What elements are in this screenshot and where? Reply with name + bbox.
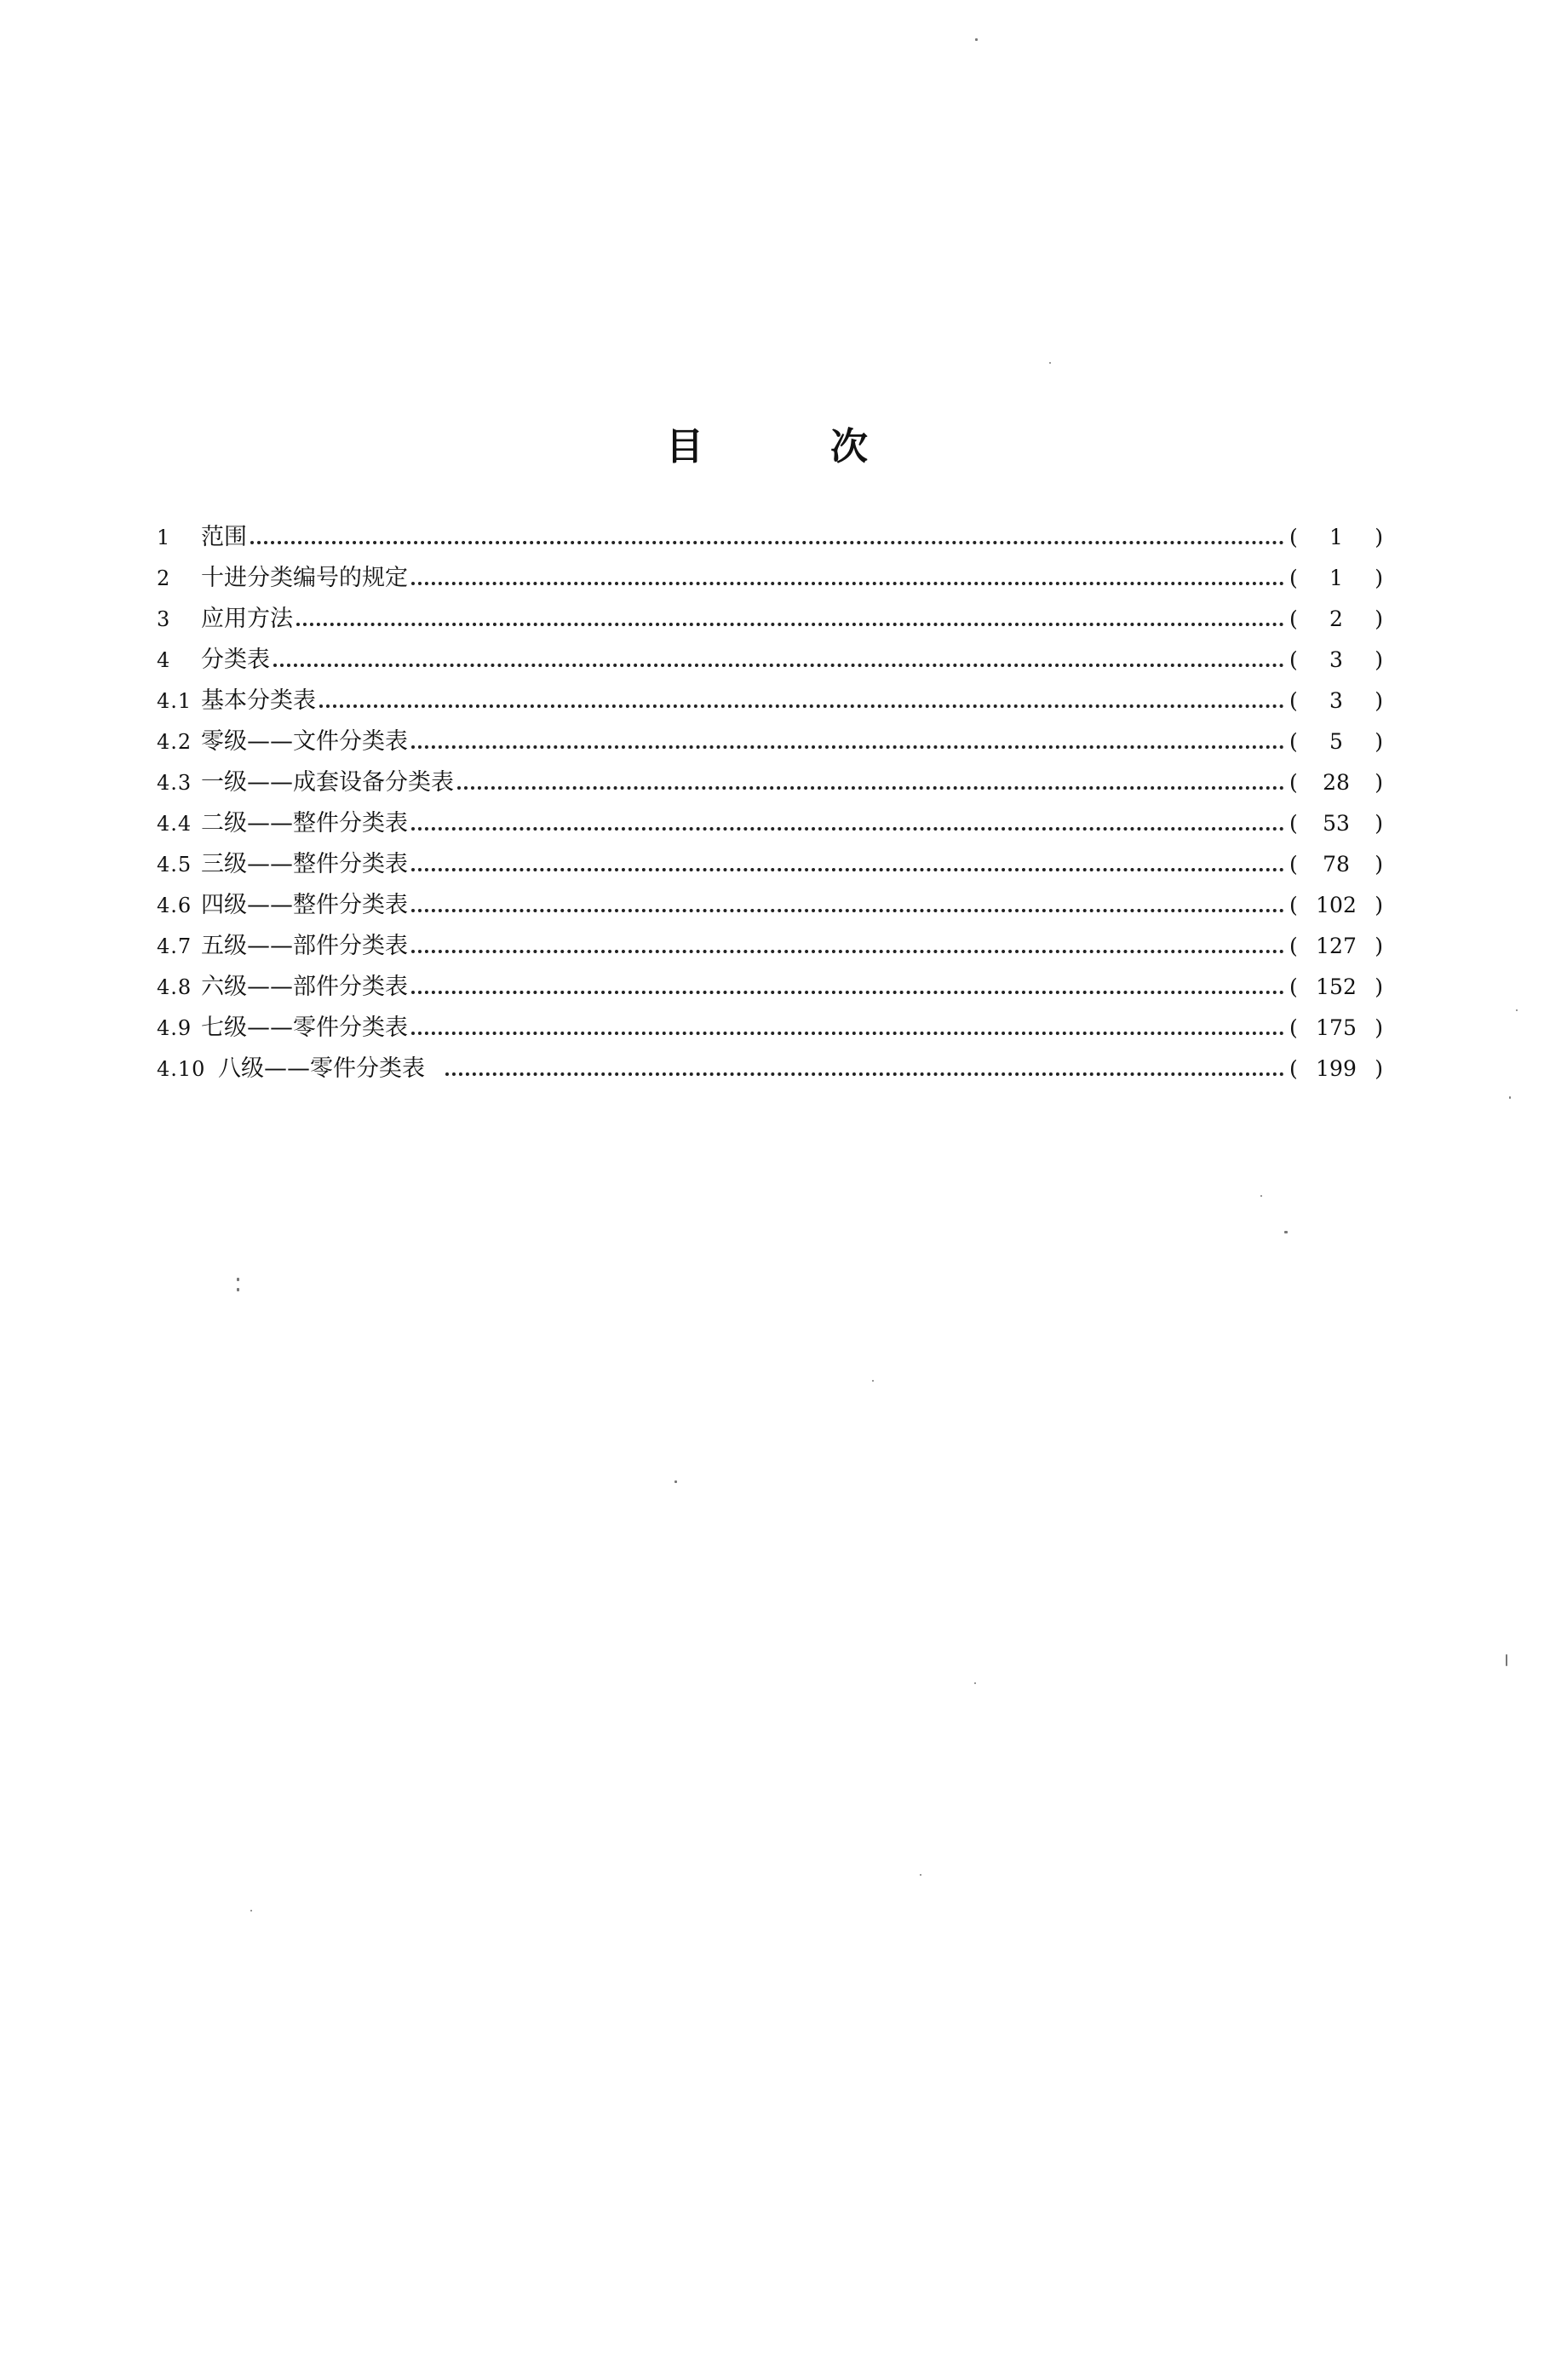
- toc-page-number: 5: [1329, 729, 1343, 754]
- toc-leader-dots: [411, 909, 1284, 912]
- toc-entry[interactable]: [157, 1043, 1383, 1084]
- toc-entry-page: ( 5 ): [1289, 727, 1383, 756]
- scan-speck: [1049, 362, 1051, 364]
- toc-title-char-1: 目: [666, 425, 703, 469]
- scan-speck: [974, 1682, 976, 1684]
- scan-speck: [872, 1380, 874, 1382]
- toc-entry-number: 4.1: [157, 689, 192, 713]
- toc-entry[interactable]: [157, 593, 1383, 634]
- toc-entry-number: 4.4: [157, 812, 192, 836]
- toc-page-number: 1: [1329, 566, 1343, 590]
- scan-speck: [250, 1910, 252, 1911]
- toc-entry-page: ( 3 ): [1289, 646, 1383, 675]
- toc-entry-label: 应用方法: [201, 606, 293, 632]
- toc-leader-dots: [319, 704, 1284, 708]
- toc-page-number: 78: [1323, 852, 1350, 877]
- toc-leader-dots: [445, 1072, 1284, 1076]
- toc-entry-label: 五级——部件分类表: [201, 933, 408, 959]
- toc-leader-dots: [273, 664, 1284, 667]
- toc-leader-dots: [411, 582, 1284, 585]
- toc-entry-number: 4.10: [157, 1057, 206, 1081]
- toc-entry-label: 二级——整件分类表: [201, 810, 408, 836]
- toc-leader-dots: [411, 827, 1284, 831]
- scan-speck: [920, 1874, 921, 1876]
- toc-leader-dots: [411, 868, 1284, 871]
- toc-page-number: 102: [1316, 893, 1357, 917]
- toc-entry-number: 4.2: [157, 730, 192, 754]
- toc-leader-dots: [411, 1032, 1284, 1035]
- scan-speck: [1284, 1231, 1288, 1233]
- toc-page-number: 3: [1329, 647, 1343, 672]
- toc-entry-label: 范围: [201, 524, 247, 550]
- scan-speck: [1506, 1654, 1507, 1666]
- toc-entry[interactable]: [157, 920, 1383, 961]
- toc-leader-dots: [296, 623, 1284, 626]
- toc-entry-label: 四级——整件分类表: [201, 892, 408, 918]
- scan-speck: [1509, 1096, 1511, 1099]
- toc-page-number: 3: [1329, 688, 1343, 713]
- toc-page-number: 127: [1316, 934, 1357, 958]
- toc-entry-page: ( 2 ): [1289, 605, 1383, 634]
- toc-entry[interactable]: [157, 1002, 1383, 1043]
- toc-entry-page: ( 78 ): [1289, 850, 1383, 879]
- toc-entry-page: ( 152 ): [1289, 973, 1383, 1002]
- toc-entry[interactable]: [157, 797, 1383, 838]
- toc-entry-number: 4.8: [157, 975, 192, 999]
- scan-speck: [237, 1288, 239, 1291]
- toc-entry-label: 六级——部件分类表: [201, 974, 408, 1000]
- toc-entry[interactable]: [157, 756, 1383, 797]
- toc-entry-page: ( 102 ): [1289, 891, 1383, 920]
- toc-entry-page: ( 127 ): [1289, 932, 1383, 961]
- toc-entry[interactable]: [157, 838, 1383, 879]
- toc-entry-label: 一级——成套设备分类表: [201, 769, 454, 796]
- toc-entry[interactable]: [157, 634, 1383, 675]
- scan-speck: [674, 1480, 677, 1483]
- toc-entry-page: ( 1 ): [1289, 564, 1383, 593]
- toc-entry-number: 4.9: [157, 1016, 192, 1040]
- toc-entry[interactable]: [157, 511, 1383, 552]
- toc-title: [0, 417, 1567, 477]
- toc-entry-label: 七级——零件分类表: [201, 1015, 408, 1041]
- toc-entry-number: 4.7: [157, 934, 192, 958]
- toc-page-number: 28: [1323, 770, 1350, 795]
- toc-leader-dots: [457, 786, 1284, 790]
- toc-entry-page: ( 199 ): [1289, 1055, 1383, 1084]
- toc-list: [157, 511, 1383, 1084]
- toc-entry-label: 零级——文件分类表: [201, 728, 408, 755]
- toc-entry-number: 4.6: [157, 894, 192, 917]
- toc-page-number: 1: [1329, 525, 1343, 549]
- toc-entry-label: 三级——整件分类表: [201, 851, 408, 877]
- toc-entry-page: ( 53 ): [1289, 809, 1383, 838]
- toc-page-number: 53: [1323, 811, 1350, 836]
- toc-leader-dots: [250, 541, 1284, 544]
- toc-entry-page: ( 28 ): [1289, 768, 1383, 797]
- toc-entry-label: 十进分类编号的规定: [201, 565, 408, 591]
- toc-title-char-2: 次: [830, 425, 868, 469]
- toc-leader-dots: [411, 745, 1284, 749]
- toc-page-number: 2: [1329, 606, 1343, 631]
- toc-entry-label: 分类表: [201, 647, 270, 673]
- toc-entry-label: 基本分类表: [201, 687, 316, 714]
- toc-entry-page: ( 175 ): [1289, 1014, 1383, 1043]
- toc-entry-page: ( 3 ): [1289, 687, 1383, 716]
- toc-leader-dots: [411, 950, 1284, 953]
- toc-entry-number: 3: [157, 607, 171, 631]
- toc-entry-number: 2: [157, 566, 171, 590]
- toc-entry-label: 八级——零件分类表: [218, 1055, 425, 1082]
- toc-page-number: 175: [1316, 1015, 1357, 1040]
- scan-speck: [975, 38, 978, 41]
- scan-speck: [1516, 1009, 1518, 1011]
- toc-page-number: 199: [1316, 1056, 1357, 1081]
- scan-speck: [237, 1278, 239, 1281]
- toc-entry[interactable]: [157, 552, 1383, 593]
- toc-entry[interactable]: [157, 879, 1383, 920]
- toc-entry[interactable]: [157, 961, 1383, 1002]
- toc-entry-number: 4.5: [157, 853, 192, 877]
- toc-entry-number: 4: [157, 648, 171, 672]
- toc-entry-number: 1: [157, 526, 171, 549]
- toc-leader-dots: [411, 991, 1284, 994]
- toc-entry-number: 4.3: [157, 771, 192, 795]
- toc-page-number: 152: [1316, 974, 1357, 999]
- scan-speck: [1260, 1195, 1262, 1197]
- toc-entry-page: ( 1 ): [1289, 523, 1383, 552]
- toc-entry[interactable]: [157, 716, 1383, 756]
- toc-entry[interactable]: [157, 675, 1383, 716]
